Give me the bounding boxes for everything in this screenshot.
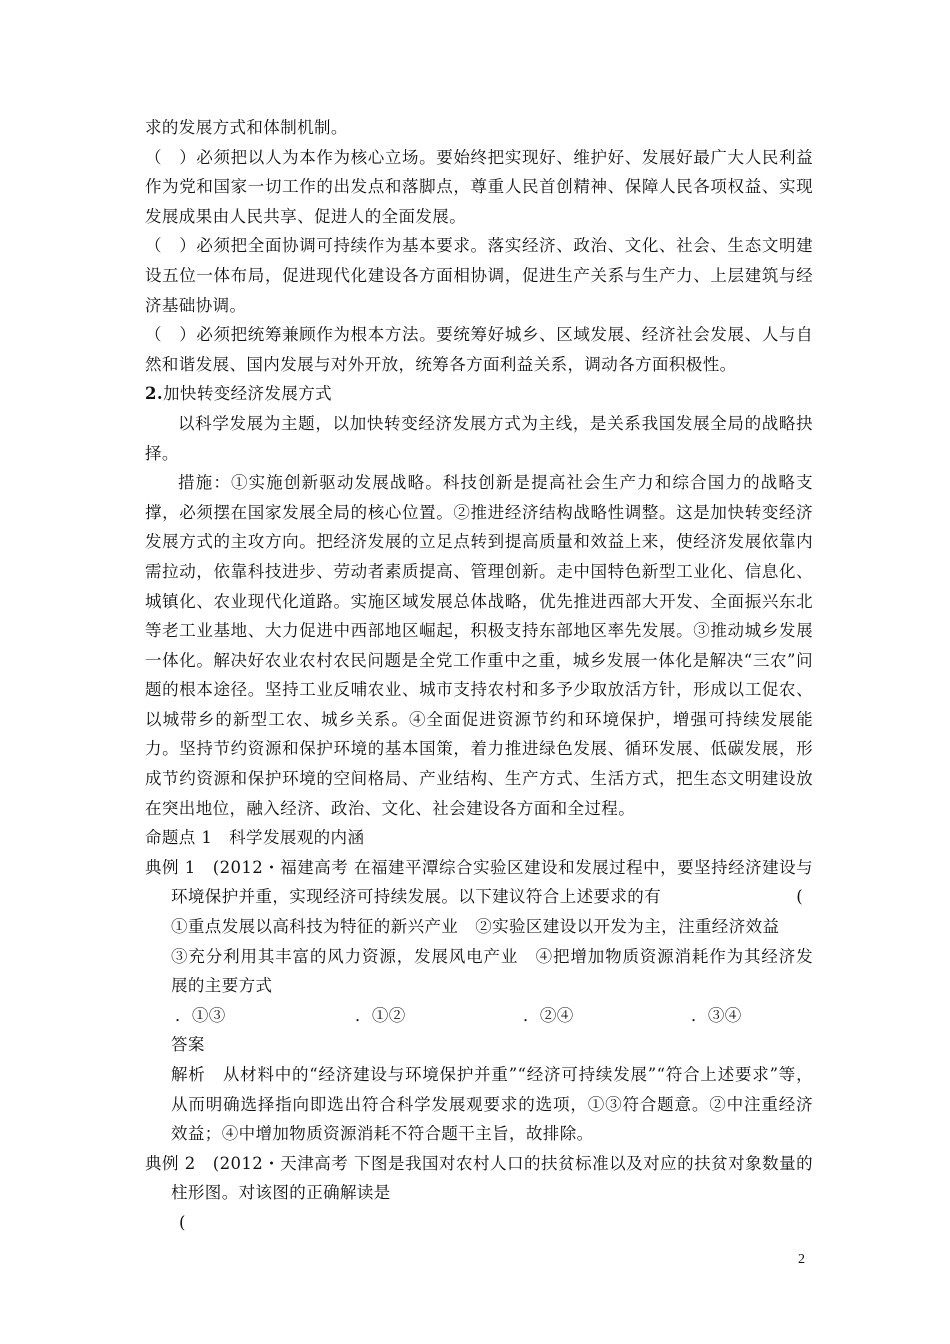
example-1-choice-line-1: ①重点发展以高科技为特征的新兴产业 ②实验区建设以开发为主，注重经济效益 (171, 917, 780, 937)
paragraph-people-centered: （ ）必须把以人为本作为核心立场。要始终把实现好、维护好、发展好最广大人民利益作为党和国家一切工作的出发点和落脚点，尊重人民首创精神、保障人民各项权益、实现发展成果由人民共享、促进人的全面发展。 (145, 147, 813, 226)
page-number: 2 (798, 1252, 805, 1267)
example-2-answer-bracket: ( (179, 1212, 186, 1232)
option-c: ．②④ (523, 1005, 574, 1025)
option-a: ．①③ (175, 1005, 226, 1025)
example-1-options (145, 1001, 813, 1031)
example-1-question: 典例 1 (2012・福建高考 在福建平潭综合实验区建设和发展过程中，要坚持经济建设与环境保护并重，实现经济可持续发展。以下建议符合上述要求的有 ( (145, 857, 813, 907)
example-1-answer: 答案 (171, 1035, 205, 1055)
page-content (145, 113, 813, 1238)
proposition-point-heading: 命题点 1 科学发展观的内涵 (145, 828, 365, 848)
example-1-choice-line-2: ③充分利用其丰富的风力资源，发展风电产业 ④把增加物质资源消耗作为其经济发展的主要方式 (171, 946, 813, 996)
paragraph-strategic-choice: 以科学发展为主题，以加快转变经济发展方式为主线，是关系我国发展全局的战略抉择。 (145, 413, 813, 463)
section-number: 2. (145, 384, 164, 404)
paragraph-coordination: （ ）必须把全面协调可持续作为基本要求。落实经济、政治、文化、社会、生态文明建设五位一体布局，促进现代化建设各方面相协调，促进生产关系与生产力、上层建筑与经济基础协调。 (145, 236, 813, 315)
option-b: ．①② (355, 1005, 406, 1025)
paragraph-continuation: 求的发展方式和体制机制。 (145, 118, 348, 137)
example-1-analysis: 解析 从材料中的“经济建设与环境保护并重”“经济可持续发展”“符合上述要求”等，从而明确选择指向即选出符合科学发展观要求的选项，①③符合题意。②中注重经济效益；④中增加物质资源消耗不符合题干主旨，故排除。 (171, 1065, 813, 1144)
example-2-question: 典例 2 (2012・天津高考 下图是我国对农村人口的扶贫标准以及对应的扶贫对象数量的柱形图。对该图的正确解读是 (145, 1153, 813, 1203)
section-heading (145, 379, 813, 409)
paragraph-overall-planning: （ ）必须把统筹兼顾作为根本方法。要统筹好城乡、区域发展、经济社会发展、人与自然和谐发展、国内发展与对外开放，统筹各方面利益关系，调动各方面积极性。 (145, 325, 813, 374)
paragraph-measures: 措施：①实施创新驱动发展战略。科技创新是提高社会生产力和综合国力的战略支撑，必须摆在国家发展全局的核心位置。②推进经济结构战略性调整。这是加快转变经济发展方式的主攻方向。把经济发展的立足点转到提高质量和效益上来，使经济发展依靠内需拉动，依靠科技进步、劳动者素质提高、管理创新。走中国特色新型工业化、信息化、城镇化、农业现代化道路。实施区域发展总体战略，优先推进西部大开发、全面振兴东北等老工业基地、大力促进中西部地区崛起，积极支持东部地区率先发展。③推动城乡发展一体化。解决好农业农村农民问题是全党工作重中之重，城乡发展一体化是解决“三农”问题的根本途径。坚持工业反哺农业、城市支持农村和多予少取放活方针，形成以工促农、以城带乡的新型工农、城乡关系。④全面促进资源节约和环境保护，增强可持续发展能力。坚持节约资源和保护环境的基本国策，着力推进绿色发展、循环发展、低碳发展，形成节约资源和保护环境的空间格局、产业结构、生产方式、生活方式，把生态文明建设放在突出地位，融入经济、政治、文化、社会建设各方面和全过程。 (145, 473, 813, 818)
section-title: 加快转变经济发展方式 (163, 384, 333, 404)
option-d: ．③④ (691, 1005, 742, 1025)
